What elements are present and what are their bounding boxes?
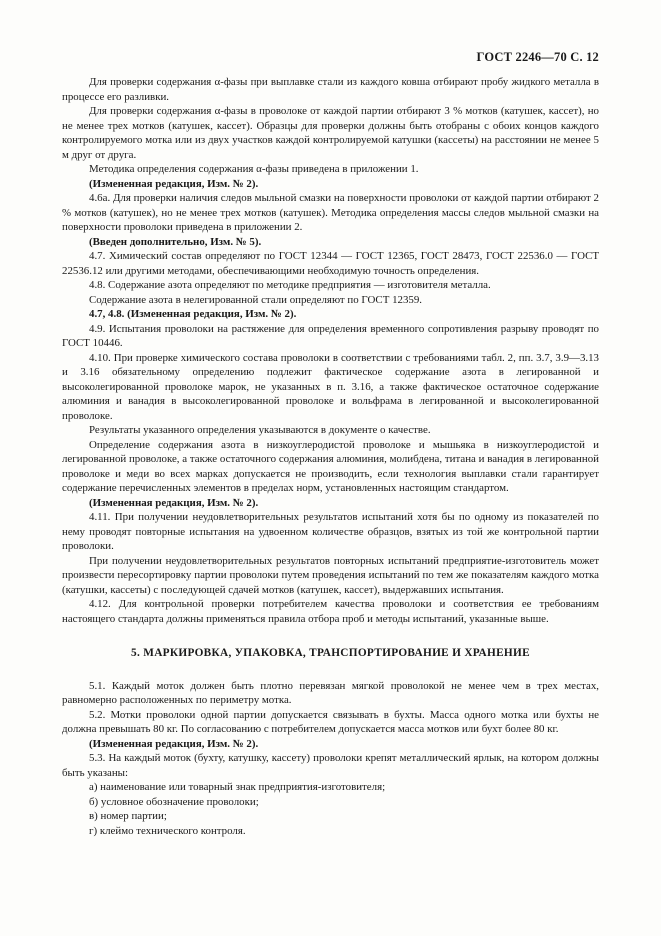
paragraph: 4.7. Химический состав определяют по ГОСТ 12344 — ГОСТ 12365, ГОСТ 28473, ГОСТ 22536.0 — ГОСТ 22536.12 или другими методами, обеспечивающими необходимую точность определения. bbox=[62, 250, 599, 277]
paragraph: При получении неудовлетворительных результатов повторных испытаний предприятие-изготовитель может произвести пересортировку партии проволоки путем проведения испытаний по тем же показателям каждого мотка (катушки, кассеты) с последующей сдачей мотков (катушек, кассет), выдержавших испытания. bbox=[62, 554, 599, 596]
list-item: а) наименование или товарный знак предприятия-изготовителя; bbox=[89, 781, 386, 793]
paragraph: Определение содержания азота в низкоуглеродистой проволоке и мышьяка в низкоуглеродистой и легированной проволоке, а также остаточного содержания алюминия, молибдена, титана и ванадия в легированной проволоке и меди во всех марках допускается не производить, если технология выплавки стали гарантирует содержание перечисленных элементов в пределах норм, установленных настоящим стандартом. bbox=[62, 438, 599, 494]
paragraph: Для проверки содержания α-фазы при выплавке стали из каждого ковша отбирают пробу жидкого металла в процессе его разливки. bbox=[62, 76, 599, 103]
paragraph: 4.6а. Для проверки наличия следов мыльной смазки на поверхности проволоки от каждой партии отбирают 2 % мотков (катушек), но не менее трех мотков (катушек). Методика определения массы следов мыльной смазки на поверхности проволоки приведена в приложении 2. bbox=[62, 192, 599, 233]
paragraph: 5.2. Мотки проволоки одной партии допускается связывать в бухты. Масса одного мотка или бухты не должна превышать 80 кг. По согласованию с потребителем допускается масса мотков или бухт более 80 кг. bbox=[62, 708, 599, 735]
paragraph: 4.10. При проверке химического состава проволоки в соответствии с требованиями табл. 2, пп. 3.7, 3.9—3.13 и 3.16 обязательному определению подлежит фактическое содержание азота в легированной и высоколегированной проволоке марок, не указанных в п. 3.16, а также фактическое остаточное содержание алюминия и ванадия в высоколегированной проволоке и вольфрама в легированной и высоколегированной проволоке. bbox=[62, 351, 599, 422]
list-item: в) номер партии; bbox=[89, 810, 167, 822]
page-header: ГОСТ 2246—70 С. 12 bbox=[476, 50, 599, 64]
paragraph: Методика определения содержания α-фазы приведена в приложении 1. bbox=[89, 163, 419, 175]
amendment-note: 4.7, 4.8. (Измененная редакция, Изм. № 2). bbox=[89, 308, 297, 320]
label-items-list bbox=[62, 780, 599, 838]
paragraph: Содержание азота в нелегированной стали определяют по ГОСТ 12359. bbox=[89, 293, 423, 306]
amendment-note: (Измененная редакция, Изм. № 2). bbox=[89, 496, 259, 509]
amendment-note: (Введен дополнительно, Изм. № 5). bbox=[89, 235, 262, 248]
paragraphs-before-section bbox=[62, 75, 599, 626]
paragraph: 4.12. Для контрольной проверки потребителем качества проволоки и соответствия ее требованиям настоящего стандарта должны применяться правила отбора проб и методы испытаний, указанные выше. bbox=[62, 598, 599, 625]
paragraph: 4.8. Содержание азота определяют по методике предприятия — изготовителя металла. bbox=[89, 279, 491, 291]
paragraph: 5.1. Каждый моток должен быть плотно перевязан мягкой проволокой не менее чем в трех местах, равномерно расположенных по периметру мотка. bbox=[62, 679, 599, 706]
amendment-note: (Измененная редакция, Изм. № 2). bbox=[89, 177, 259, 190]
list-item: б) условное обозначение проволоки; bbox=[89, 795, 259, 808]
paragraph: Для проверки содержания α-фазы в проволоке от каждой партии отбирают 3 % мотков (катушек, кассет), но не менее трех мотков (катушек, кассет). Образцы для проверки должны быть отобраны с обоих концов каждого контролируемого мотка или из двух участков каждой контролируемой катушки (кассеты) на расстоянии не менее 5 м друг от друга. bbox=[62, 105, 599, 161]
paragraphs-after-section bbox=[62, 679, 599, 781]
list-item: г) клеймо технического контроля. bbox=[89, 824, 246, 837]
amendment-note: (Измененная редакция, Изм. № 2). bbox=[89, 737, 259, 750]
paragraph: Результаты указанного определения указываются в документе о качестве. bbox=[89, 424, 431, 436]
paragraph: 4.11. При получении неудовлетворительных результатов испытаний хотя бы по одному из показателей по нему проводят повторные испытания на удвоенном количестве образцов, взятых из той же контрольной партии проволоки. bbox=[62, 511, 599, 552]
paragraph: 5.3. На каждый моток (бухту, катушку, кассету) проволоки крепят металлический ярлык, на котором должны быть указаны: bbox=[62, 752, 599, 779]
document-body bbox=[62, 75, 599, 838]
section-title: 5. МАРКИРОВКА, УПАКОВКА, ТРАНСПОРТИРОВАНИЕ И ХРАНЕНИЕ bbox=[131, 647, 530, 659]
paragraph: 4.9. Испытания проволоки на растяжение для определения временного сопротивления разрыву проводят по ГОСТ 10446. bbox=[62, 322, 599, 349]
